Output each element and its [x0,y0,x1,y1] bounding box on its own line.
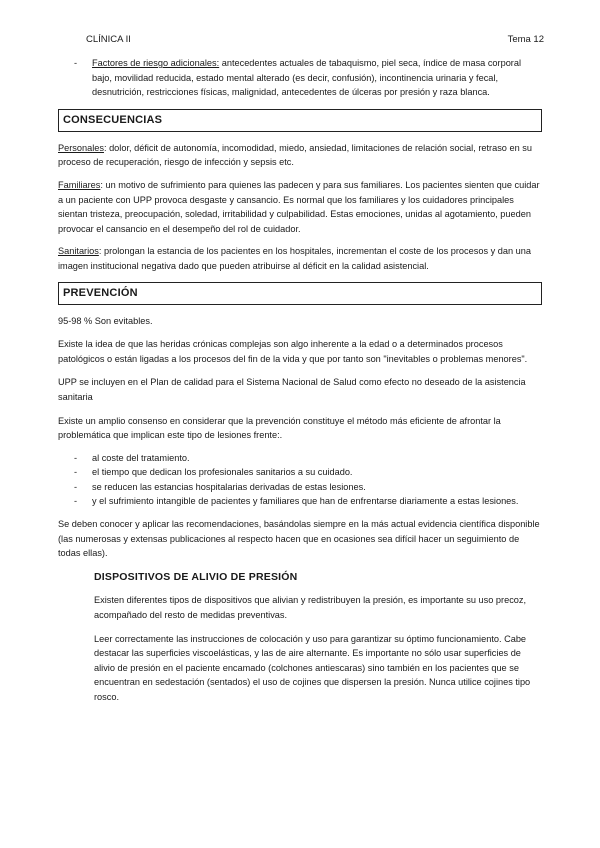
subheading-dispositivos: DISPOSITIVOS DE ALIVIO DE PRESIÓN [94,570,298,583]
devices-paragraph-2: Leer correctamente las instrucciones de colocación y uso para garantizar su óptimo funcionamiento. Cabe destacar las superficies viscoelásticas, y las de aire alternante. Es importante no sólo usar superficies de alivio de presión en el paciente encamado (colchones antiescaras) sino también en los pacientes que se encuentran en sedestación (sentados) el uso de cojines que dispersen la presión. Nunca utilice cojines tipo rosco. [94,633,531,702]
dash-bullet: - [74,467,78,478]
prevention-stat-value: 95-98 % [58,315,93,326]
personales-paragraph [58,141,542,170]
prevention-stat-text: Son evitables. [92,315,153,326]
sanitarios-text: : prolongan la estancia de los pacientes en los hospitales, incrementan el coste de los procesos y dan una imagen institucional negativa dado que pueden atribuirse al déficit en la calidad asistencial. [58,246,531,271]
quality-plan-paragraph: UPP se incluyen en el Plan de calidad para el Sistema Nacional de Salud como efecto no deseado de la asistencia sanitaria [58,377,526,402]
sanitarios-label: Sanitarios [58,246,99,257]
list-item-text: al coste del tratamiento. [92,452,190,463]
list-item-text: el tiempo que dedican los profesionales sanitarios a su cuidado. [92,467,353,478]
personales-text: : dolor, déficit de autonomía, incomodidad, miedo, ansiedad, limitaciones de relación social, retraso en su proceso de recuperación, riesgo de infección y sepsis etc. [58,142,532,168]
section-heading-prevencion: PREVENCIÓN [58,282,542,305]
risk-factors-text: antecedentes actuales de tabaquismo, piel seca, índice de masa corporal bajo, movilidad reducida, estado mental alterado (es decir, confusión), incontinencia urinaria y fecal, desnutrición, restricciones físicas, malignidad, antecedentes de úlceras por presión y raza blanca. [92,58,522,98]
risk-factors-label: Factores de riesgo adicionales: [92,58,220,68]
familiares-paragraph [58,178,542,236]
devices-paragraph-1: Existen diferentes tipos de dispositivos que alivian y redistribuyen la presión, es importante su uso precoz, acompañado del resto de medidas preventivas. [94,595,527,621]
section-heading-consecuencias: CONSECUENCIAS [58,109,542,132]
risk-factors-item [58,56,542,100]
header-course: CLÍNICA II [86,34,131,45]
dash-bullet: - [74,452,78,463]
prevention-stat-paragraph [58,314,542,329]
list-item [58,451,542,466]
familiares-label: Familiares [58,179,101,190]
dash-bullet: - [74,496,78,507]
familiares-text: : un motivo de sufrimiento para quienes las padecen y para sus familiares. Los pacientes sienten que cuidar a un paciente con UPP provoca desgaste y cansancio. Es normal que los familiares y los cuidadores principales sientan tristeza, preocupación, soledad, irritabilidad y culpabilidad. Estas emociones, unidas al agotamiento, pueden provocar el cansancio en el desempeño del rol de cuidador. [58,179,540,234]
personales-label: Personales [58,142,104,153]
dash-bullet: - [74,58,78,68]
sanitarios-paragraph [58,244,542,273]
list-item [58,465,542,480]
dash-bullet: - [74,481,78,492]
list-item [58,494,542,509]
consensus-paragraph: Existe un amplio consenso en considerar que la prevención constituye el método más eficiente de afrontar la problemática que implican este tipo de lesiones frente:. [58,415,501,441]
recommendations-paragraph: Se deben conocer y aplicar las recomendaciones, basándolas siempre en la más actual evidencia científica disponible (las numerosas y extensas publicaciones al respecto hacen que en ocasiones sea difícil hacer un seguimiento de todas ellas). [58,519,540,559]
header-topic: Tema 12 [507,34,544,45]
list-item-text: y el sufrimiento intangible de pacientes y familiares que han de enfrentarse diariamente a estas lesiones. [92,496,519,507]
prevention-benefits-list [58,451,542,509]
page-header [86,34,544,45]
list-item [58,480,542,495]
list-item-text: se reducen las estancias hospitalarias derivadas de estas lesiones. [92,481,366,492]
chronic-wounds-paragraph: Existe la idea de que las heridas crónicas complejas son algo inherente a la edad o a determinados procesos patológicos o están ligadas a los procesos del fin de la vida y que por tanto son "inevitables o problemas menores". [58,339,528,364]
document-body [58,56,542,705]
